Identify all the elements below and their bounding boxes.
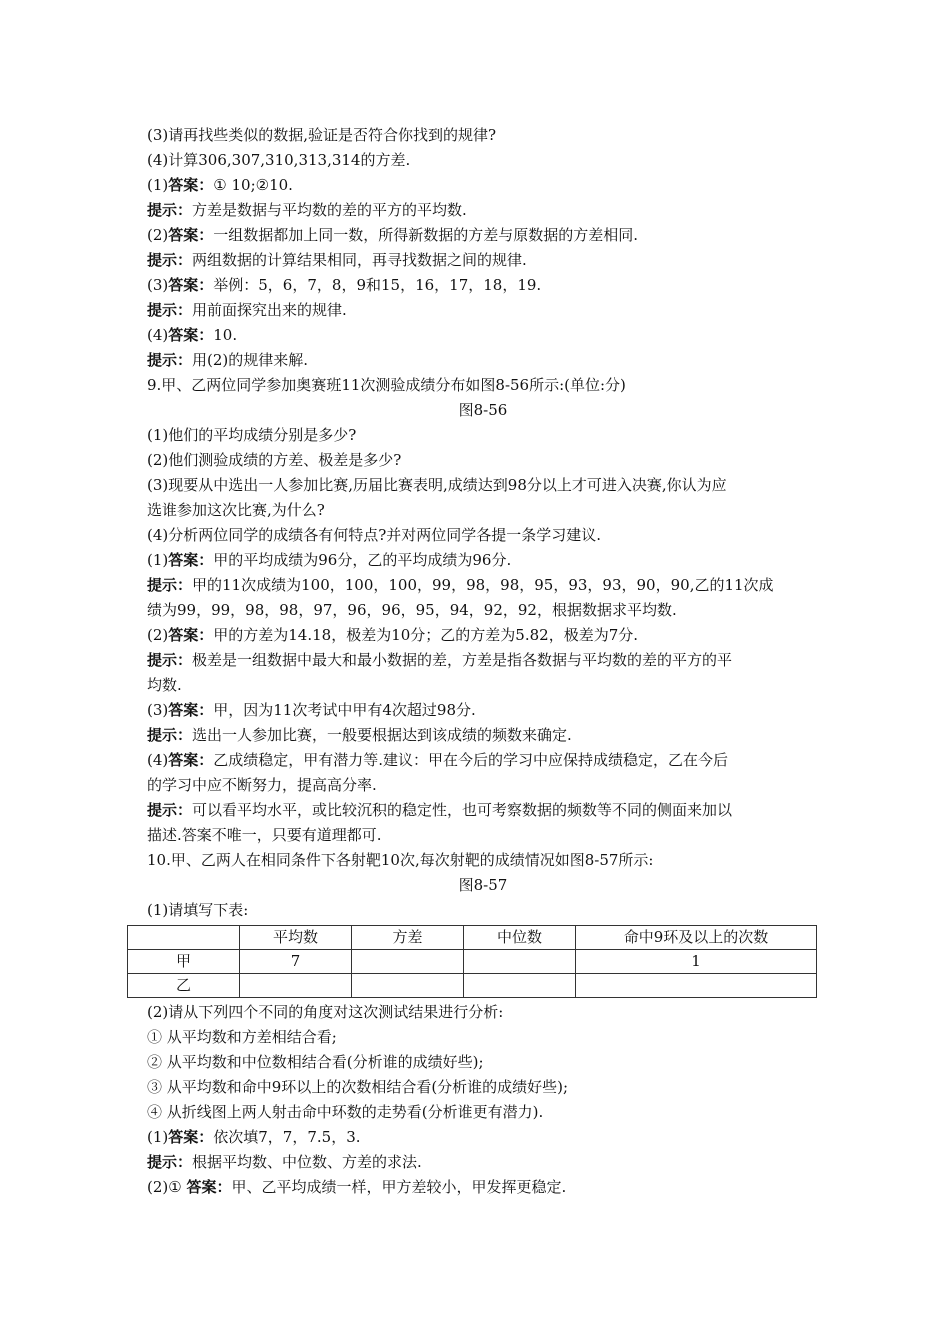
- hint-label: 提示：: [147, 301, 193, 319]
- hint-label: 提示：: [147, 801, 193, 819]
- table-cell: 甲: [128, 950, 240, 974]
- question-9-3b: 选谁参加这次比赛,为什么?: [147, 501, 325, 519]
- answer-prefix: (3): [147, 701, 169, 719]
- answer-prefix: (1): [147, 176, 169, 194]
- answer-text: 依次填7，7，7.5，3.: [213, 1128, 361, 1146]
- answer-8-3: [147, 273, 819, 298]
- text: (3)请再找些类似的数据,验证是否符合你找到的规律?: [147, 126, 497, 144]
- answer-text: 一组数据都加上同一数，所得新数据的方差与原数据的方差相同.: [213, 226, 639, 244]
- table-cell: 1: [576, 950, 817, 974]
- answer-9-3: [147, 698, 819, 723]
- answer-8-4: [147, 323, 819, 348]
- answer-text: 甲的方差为14.18，极差为10分；乙的方差为5.82，极差为7分.: [213, 626, 639, 644]
- answer-prefix: (1): [147, 1128, 169, 1146]
- hint-text: 用(2)的规律来解.: [192, 351, 309, 369]
- table-cell: [464, 950, 576, 974]
- question-10-stem: 10.甲、乙两人在相同条件下各射靶10次,每次射靶的成绩情况如图8-57所示:: [147, 851, 654, 869]
- table-header-cell: 平均数: [240, 926, 352, 950]
- hint-label: 提示：: [147, 201, 193, 219]
- hint-text: 方差是数据与平均数的差的平方的平均数.: [192, 201, 467, 219]
- answer-prefix: (2)①: [147, 1178, 187, 1196]
- question-10-1: (1)请填写下表:: [147, 901, 249, 919]
- hint-8-2: [147, 248, 819, 273]
- answer-prefix: (2): [147, 226, 169, 244]
- table-header-cell: 方差: [352, 926, 464, 950]
- hint-9-1a: [147, 573, 819, 598]
- hint-text: 甲的11次成绩为100，100，100，99，98，98，95，93，93，90，90,乙的11次成: [192, 576, 774, 594]
- answer-prefix: (3): [147, 276, 169, 294]
- hint-9-2b: 均数.: [147, 676, 182, 694]
- answer-label: 答案：: [168, 701, 214, 719]
- question-9-4: (4)分析两位同学的成绩各有何特点?并对两位同学各提一条学习建议.: [147, 526, 602, 544]
- hint-text: 用前面探究出来的规律.: [192, 301, 347, 319]
- question-8-3: [147, 123, 819, 148]
- hint-9-1b: 绩为99，99，98，98，97，96，96，95，94，92，92，根据数据求平均数.: [147, 601, 677, 619]
- answer-text: 甲的平均成绩为96分，乙的平均成绩为96分.: [213, 551, 512, 569]
- answer-text: 举例：5，6，7，8，9和15，16，17，18，19.: [213, 276, 542, 294]
- hint-9-4b: 描述.答案不唯一，只要有道理都可.: [147, 826, 382, 844]
- hint-label: 提示：: [147, 251, 193, 269]
- text: (4)计算306,307,310,313,314的方差.: [147, 151, 411, 169]
- answer-label: 答案：: [186, 1178, 232, 1196]
- table-row: [128, 950, 817, 974]
- figure-caption: 图8-56: [458, 401, 508, 419]
- table-header-cell: 中位数: [464, 926, 576, 950]
- answer-9-4b: 的学习中应不断努力，提高高分率.: [147, 776, 377, 794]
- answer-9-4a: [147, 748, 819, 773]
- answer-text: 乙成绩稳定，甲有潜力等.建议：甲在今后的学习中应保持成绩稳定，乙在今后: [213, 751, 729, 769]
- table-cell: [464, 974, 576, 998]
- answer-label: 答案：: [168, 551, 214, 569]
- question-10-2: (2)请从下列四个不同的角度对这次测试结果进行分析:: [147, 1003, 504, 1021]
- answer-text: ① 10;②10.: [213, 176, 293, 194]
- answer-label: 答案：: [168, 751, 214, 769]
- answer-prefix: (2): [147, 626, 169, 644]
- answer-prefix: (1): [147, 551, 169, 569]
- hint-text: 极差是一组数据中最大和最小数据的差，方差是指各数据与平均数的差的平方的平: [192, 651, 733, 669]
- table-header-cell: [128, 926, 240, 950]
- option-2: ② 从平均数和中位数相结合看(分析谁的成绩好些);: [147, 1053, 484, 1071]
- table-header-row: [128, 926, 817, 950]
- document-body: [147, 123, 819, 1200]
- question-9-3a: (3)现要从中选出一人参加比赛,历届比赛表明,成绩达到98分以上才可进入决赛,你认为应: [147, 476, 727, 494]
- hint-text: 选出一人参加比赛，一般要根据达到该成绩的频数来确定.: [192, 726, 572, 744]
- hint-8-4: [147, 348, 819, 373]
- answer-8-1: [147, 173, 819, 198]
- table-cell: [240, 974, 352, 998]
- answer-text: 10.: [213, 326, 238, 344]
- option-1: ① 从平均数和方差相结合看;: [147, 1028, 337, 1046]
- question-9-stem: 9.甲、乙两位同学参加奥赛班11次测验成绩分布如图8-56所示:(单位:分): [147, 376, 626, 394]
- hint-label: 提示：: [147, 651, 193, 669]
- table-cell: 7: [240, 950, 352, 974]
- answer-10-2: [147, 1175, 819, 1200]
- answer-8-2: [147, 223, 819, 248]
- hint-label: 提示：: [147, 351, 193, 369]
- answer-label: 答案：: [168, 276, 214, 294]
- answer-text: 甲，因为11次考试中甲有4次超过98分.: [213, 701, 476, 719]
- answer-prefix: (4): [147, 751, 169, 769]
- hint-text: 根据平均数、中位数、方差的求法.: [192, 1153, 422, 1171]
- hint-text: 可以看平均水平，或比较沉积的稳定性，也可考察数据的频数等不同的侧面来加以: [192, 801, 733, 819]
- option-4: ④ 从折线图上两人射击命中环数的走势看(分析谁更有潜力).: [147, 1103, 544, 1121]
- hint-text: 两组数据的计算结果相同，再寻找数据之间的规律.: [192, 251, 527, 269]
- question-8-4: [147, 148, 819, 173]
- table-cell: [352, 974, 464, 998]
- answer-label: 答案：: [168, 176, 214, 194]
- answer-text: 甲、乙平均成绩一样，甲方差较小，甲发挥更稳定.: [231, 1178, 567, 1196]
- hint-9-3: [147, 723, 819, 748]
- hint-8-3: [147, 298, 819, 323]
- answer-label: 答案：: [168, 1128, 214, 1146]
- answer-label: 答案：: [168, 626, 214, 644]
- hint-9-4a: [147, 798, 819, 823]
- hint-10-1: [147, 1150, 819, 1175]
- table-cell: [576, 974, 817, 998]
- figure-caption: 图8-57: [458, 876, 508, 894]
- table-header-cell: 命中9环及以上的次数: [576, 926, 817, 950]
- hint-8-1: [147, 198, 819, 223]
- option-3: ③ 从平均数和命中9环以上的次数相结合看(分析谁的成绩好些);: [147, 1078, 569, 1096]
- answer-9-1: [147, 548, 819, 573]
- hint-9-2a: [147, 648, 819, 673]
- answer-10-1: [147, 1125, 819, 1150]
- hint-label: 提示：: [147, 576, 193, 594]
- question-9-1: (1)他们的平均成绩分别是多少?: [147, 426, 357, 444]
- table-row: [128, 974, 817, 998]
- table-cell: [352, 950, 464, 974]
- answer-label: 答案：: [168, 226, 214, 244]
- question-9-2: (2)他们测验成绩的方差、极差是多少?: [147, 451, 402, 469]
- table-cell: 乙: [128, 974, 240, 998]
- hint-label: 提示：: [147, 1153, 193, 1171]
- hint-label: 提示：: [147, 726, 193, 744]
- answer-prefix: (4): [147, 326, 169, 344]
- answer-label: 答案：: [168, 326, 214, 344]
- fill-in-table: [127, 925, 817, 998]
- answer-9-2: [147, 623, 819, 648]
